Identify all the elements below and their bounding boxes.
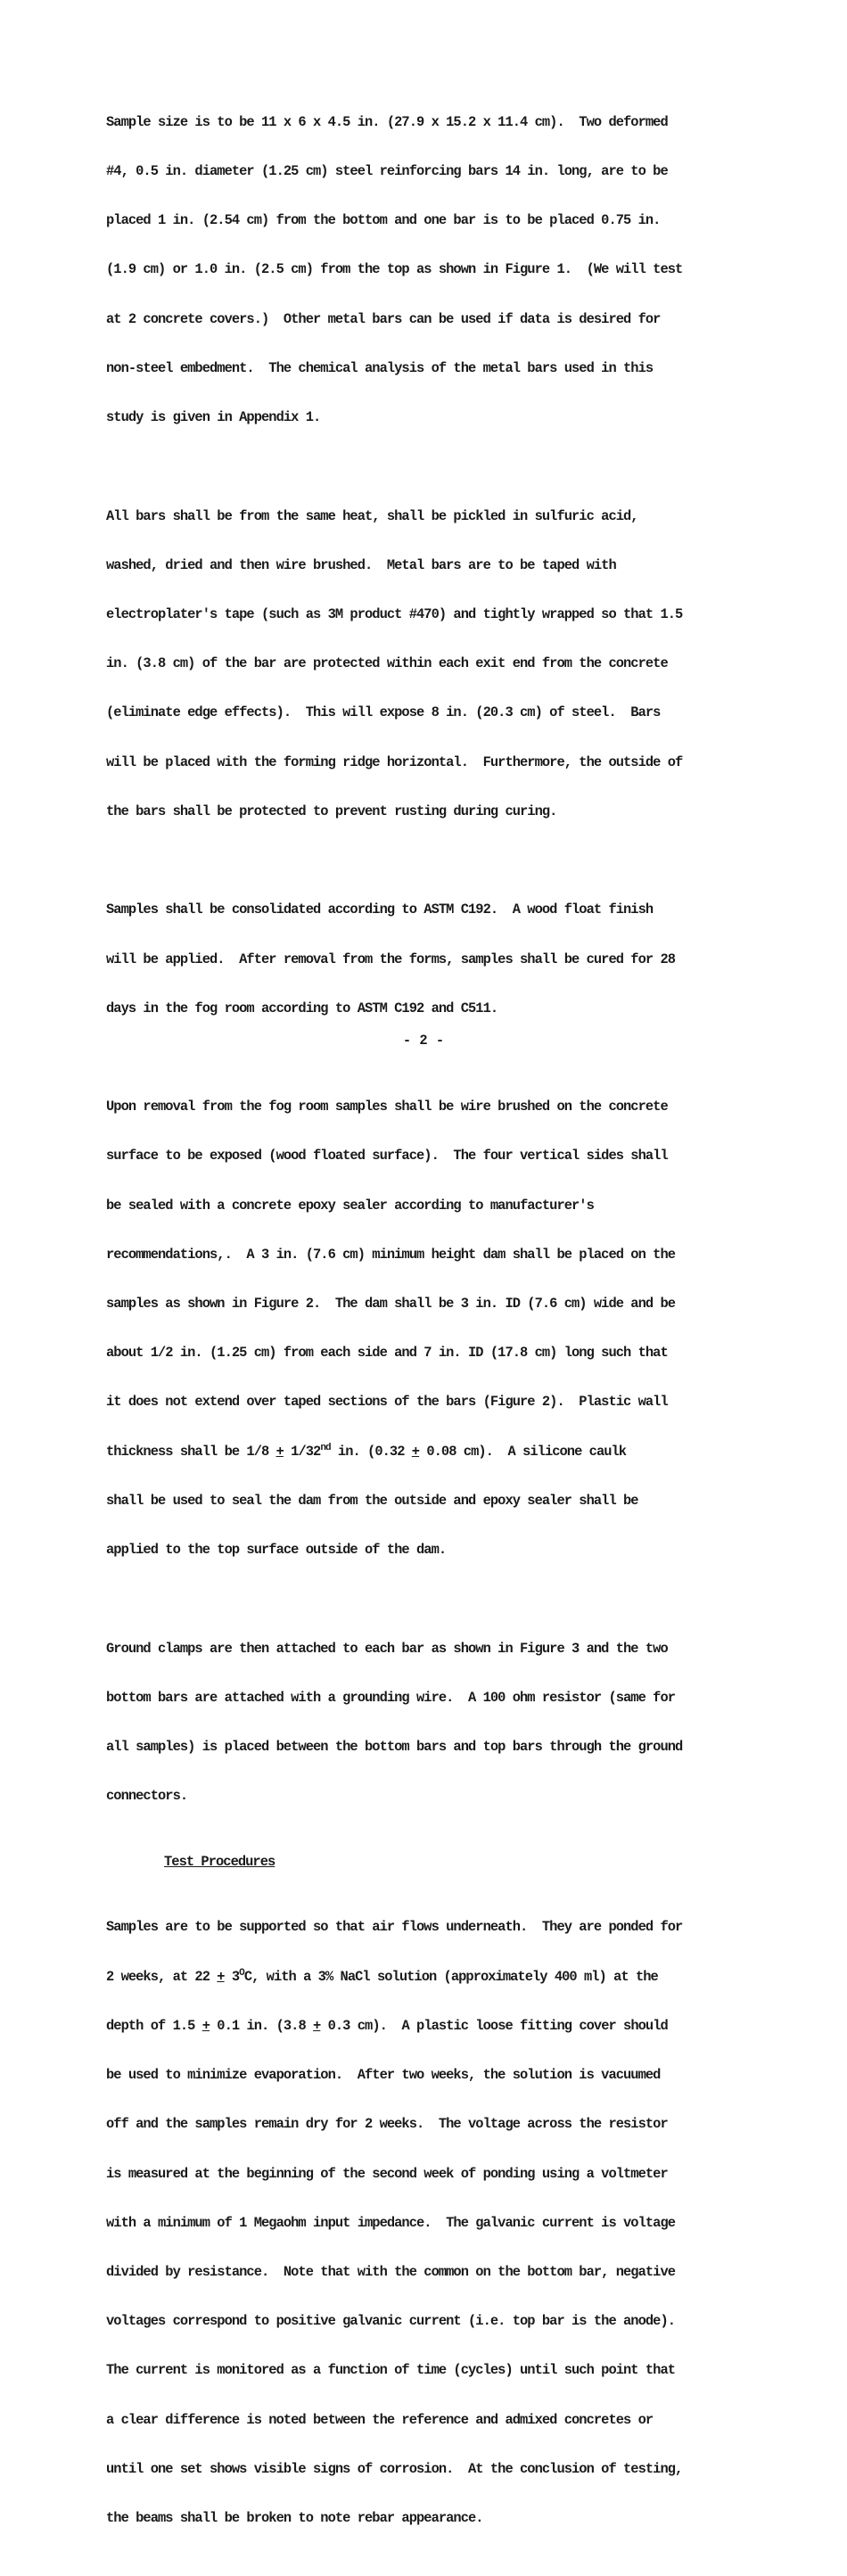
text-line: days in the fog room according to ASTM C192 and C511. <box>106 1000 498 1016</box>
section-heading-text: Test Procedures <box>164 1853 275 1870</box>
text-fragment: thickness shall be 1/8 <box>106 1443 276 1460</box>
text-line: at 2 concrete covers.) Other metal bars can be used if data is desired for <box>106 310 661 327</box>
degree-superscript: O <box>239 1967 244 1979</box>
text-fragment: 0.08 cm). A silicone caulk <box>419 1443 627 1460</box>
text-line: placed 1 in. (2.54 cm) from the bottom and one bar is to be placed 0.75 in. <box>106 212 661 229</box>
text-line: about 1/2 in. (1.25 cm) from each side and 7 in. ID (17.8 cm) long such that <box>106 1345 668 1362</box>
text-line: bottom bars are attached with a grounding wire. A 100 ohm resistor (same for <box>106 1689 676 1706</box>
text-line: recommendations,. A 3 in. (7.6 cm) minimum height dam shall be placed on the <box>106 1246 676 1263</box>
text-line: connectors. <box>106 1788 188 1805</box>
text-line: all samples) is placed between the bottom bars and top bars through the ground <box>106 1738 683 1755</box>
text-fragment: 1/32 <box>283 1443 321 1460</box>
text-line: the bars shall be protected to prevent rusting during curing. <box>106 802 557 819</box>
text-line: will be placed with the forming ridge horizontal. Furthermore, the outside of <box>106 753 683 770</box>
text-line: samples as shown in Figure 2. The dam shall be 3 in. ID (7.6 cm) wide and be <box>106 1296 676 1313</box>
text-fragment: depth of 1.5 <box>106 2017 202 2034</box>
text-line: (eliminate edge effects). This will expose 8 in. (20.3 cm) of steel. Bars <box>106 704 661 721</box>
text-line: Samples shall be consolidated according to ASTM C192. A wood float finish <box>106 901 654 918</box>
text-line: in. (3.8 cm) of the bar are protected within each exit end from the concrete <box>106 655 668 672</box>
text-line: applied to the top surface outside of the dam. <box>106 1542 447 1559</box>
text-line-temperature <box>106 1969 784 1985</box>
paragraph-ground-clamps <box>106 1608 784 1838</box>
text-line: Sample size is to be 11 x 6 x 4.5 in. (27.9 x 15.2 x 11.4 cm). Two deformed <box>106 113 668 130</box>
text-line: (1.9 cm) or 1.0 in. (2.5 cm) from the top as shown in Figure 1. (We will test <box>106 261 683 278</box>
text-fragment: 2 weeks, at 22 <box>106 1968 218 1985</box>
paragraph-dam-placement <box>106 1066 784 1591</box>
text-line: the beams shall be broken to note rebar appearance. <box>106 2510 483 2527</box>
text-fragment: 0.3 cm). A plastic loose fitting cover should <box>320 2017 668 2034</box>
text-line: is measured at the beginning of the second week of ponding using a voltmeter <box>106 2165 668 2182</box>
section-heading-test-procedures <box>164 1854 784 1870</box>
text-line: surface to be exposed (wood floated surface). The four vertical sides shall <box>106 1148 668 1165</box>
text-line: The current is monitored as a function of time (cycles) until such point that <box>106 2362 676 2379</box>
text-line: voltages correspond to positive galvanic current (i.e. top bar is the anode). <box>106 2313 676 2330</box>
text-line: non-steel embedment. The chemical analysis of the metal bars used in this <box>106 359 654 376</box>
plus-minus-symbol: + <box>313 2017 321 2034</box>
text-line: off and the samples remain dry for 2 weeks. The voltage across the resistor <box>106 2116 668 2133</box>
text-fragment: 0.1 in. (3.8 <box>210 2017 314 2034</box>
plus-minus-symbol: + <box>275 1443 284 1460</box>
text-fragment: in. (0.32 <box>330 1443 412 1460</box>
text-line: electroplater's tape (such as 3M product #470) and tightly wrapped so that 1.5 <box>106 605 683 622</box>
text-fragment: C, with a 3% NaCl solution (approximately 400 ml) at the <box>243 1968 658 1985</box>
text-line-thickness <box>106 1444 784 1460</box>
text-line: divided by resistance. Note that with the common on the bottom bar, negative <box>106 2263 676 2280</box>
text-line: All bars shall be from the same heat, shall be pickled in sulfuric acid, <box>106 507 638 524</box>
page-number: - 2 - <box>402 1033 445 1049</box>
text-fragment: 3 <box>224 1968 240 1985</box>
text-line: a clear difference is noted between the reference and admixed concretes or <box>106 2411 654 2428</box>
text-line: be sealed with a concrete epoxy sealer according to manufacturer's <box>106 1197 594 1214</box>
paragraph-test-procedures <box>106 1887 784 2560</box>
plus-minus-symbol: + <box>201 2017 210 2034</box>
superscript: nd <box>320 1442 331 1453</box>
text-line: Upon removal from the fog room samples shall be wire brushed on the concrete <box>106 1099 668 1115</box>
document-page <box>106 81 784 2576</box>
text-line: it does not extend over taped sections of the bars (Figure 2). Plastic wall <box>106 1394 668 1411</box>
text-line: with a minimum of 1 Megaohm input impedance. The galvanic current is voltage <box>106 2214 676 2231</box>
text-line: until one set shows visible signs of corrosion. At the conclusion of testing, <box>106 2460 683 2477</box>
text-line: shall be used to seal the dam from the outside and epoxy sealer shall be <box>106 1492 638 1509</box>
text-line: #4, 0.5 in. diameter (1.25 cm) steel reinforcing bars 14 in. long, are to be <box>106 163 668 180</box>
text-line: Samples are to be supported so that air flows underneath. They are ponded for <box>106 1919 683 1936</box>
text-line: washed, dried and then wire brushed. Metal bars are to be taped with <box>106 556 616 573</box>
text-line: study is given in Appendix 1. <box>106 409 321 426</box>
text-line: Ground clamps are then attached to each bar as shown in Figure 3 and the two <box>106 1640 668 1657</box>
paragraph-bar-preparation <box>106 475 784 852</box>
paragraph-consolidation <box>106 868 784 1049</box>
plus-minus-symbol: + <box>217 1968 225 1985</box>
paragraph-sample-size <box>106 81 784 458</box>
text-line: be used to minimize evaporation. After two weeks, the solution is vacuumed <box>106 2067 661 2084</box>
text-line-depth <box>106 2018 784 2034</box>
plus-minus-symbol: + <box>411 1443 420 1460</box>
text-line: will be applied. After removal from the forms, samples shall be cured for 28 <box>106 951 676 967</box>
